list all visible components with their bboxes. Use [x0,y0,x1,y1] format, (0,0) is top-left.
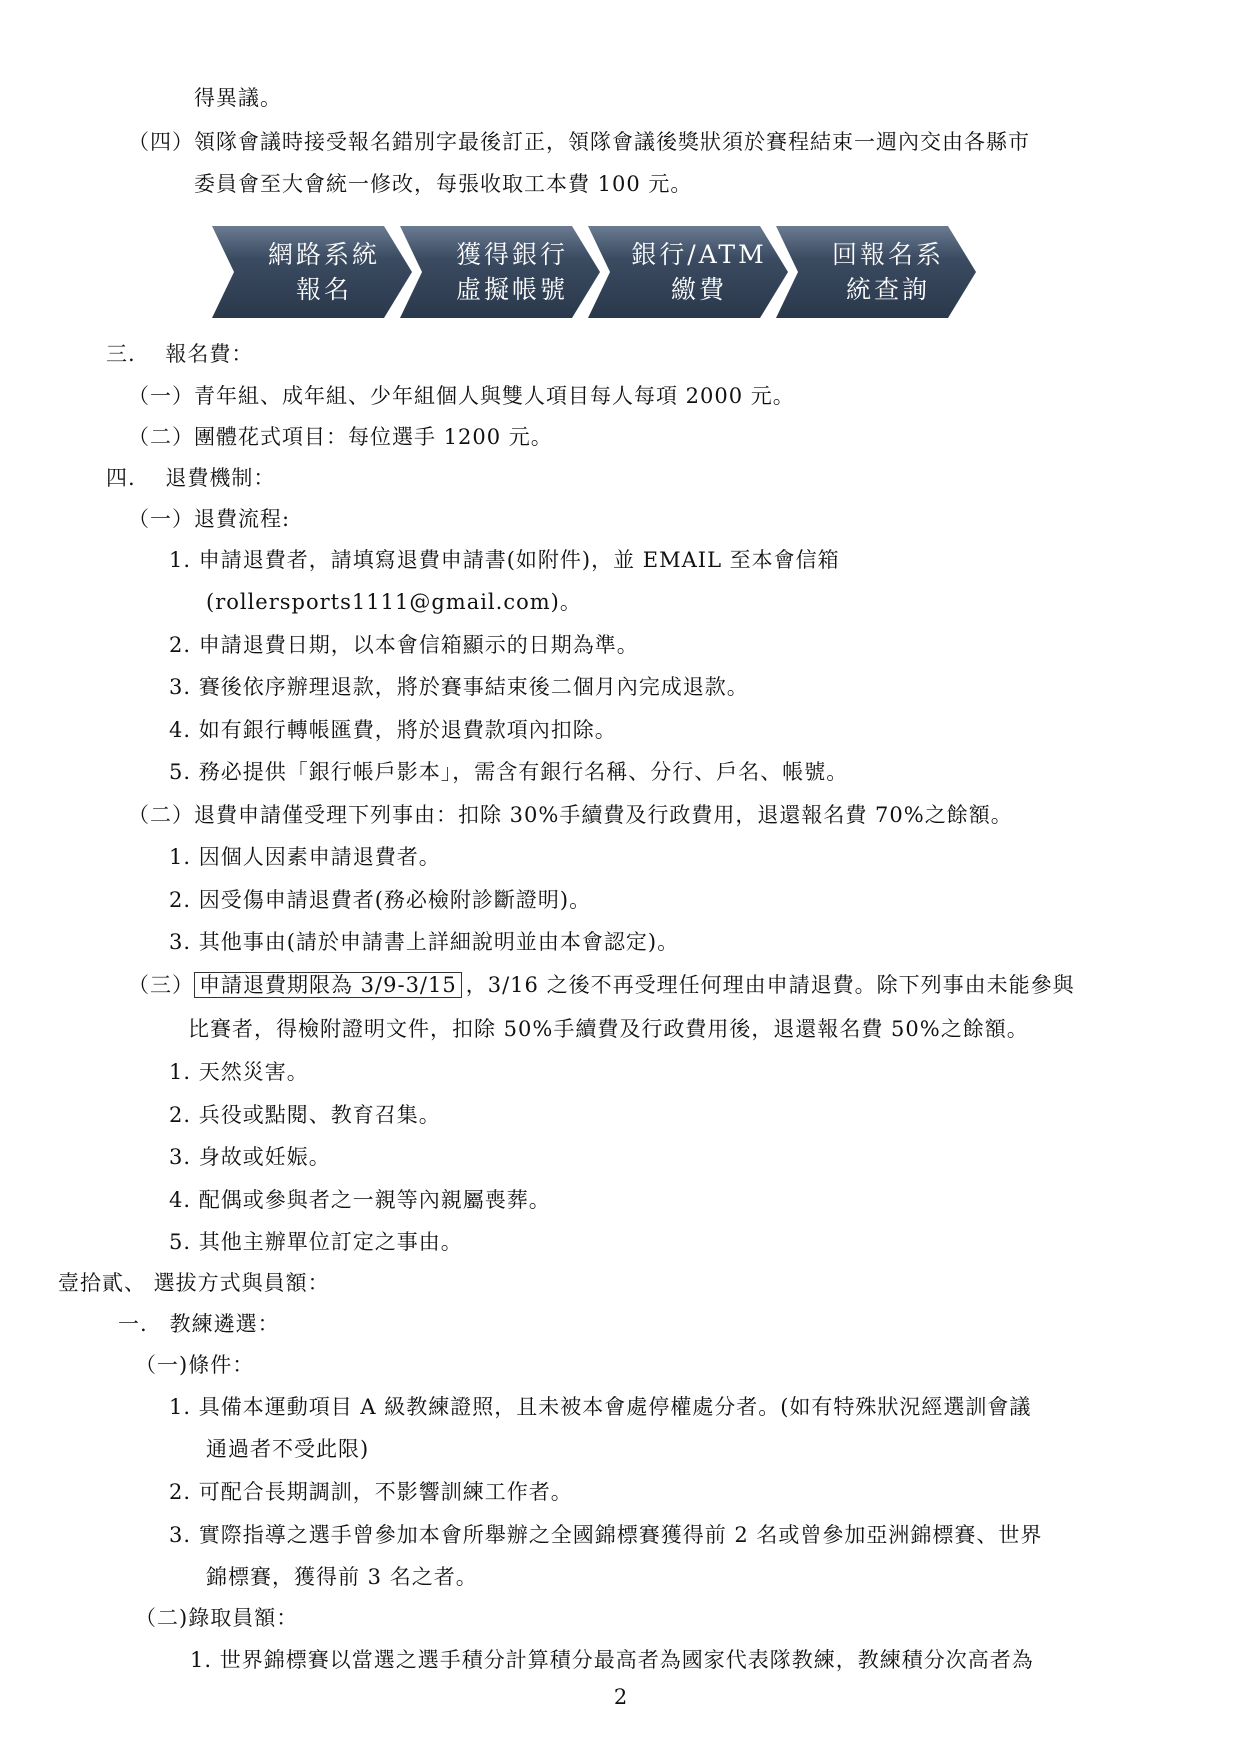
condition-item-3-cont: 錦標賽，獲得前 3 名之者。 [206,1565,478,1589]
condition-item-3: 3. 實際指導之選手曾參加本會所舉辦之全國錦標賽獲得前 2 名或曾參加亞洲錦標賽、世界 [169,1523,1043,1547]
exception-item-3: 3. 身故或妊娠。 [169,1145,331,1169]
exception-item-2: 2. 兵役或點閱、教育召集。 [169,1103,441,1127]
exception-item-4: 4. 配偶或參與者之一親等內親屬喪葬。 [169,1188,551,1212]
refund-process-item-5: 5. 務必提供「銀行帳戶影本」，需含有銀行名稱、分行、戶名、帳號。 [169,760,849,784]
process-step-1-line-2: 報名 [295,275,352,304]
process-step-1-line-1: 網路系統 [267,240,380,269]
refund-process-title: （一）退費流程: [128,507,291,531]
refund-process-item-4: 4. 如有銀行轉帳匯費，將於退費款項內扣除。 [169,718,617,742]
refund-deadline-line-2: 比賽者，得檢附證明文件，扣除 50%手續費及行政費用後，退還報名費 50%之餘額。 [188,1017,1029,1041]
process-step-4 [818,226,958,318]
exception-item-5: 5. 其他主辦單位訂定之事由。 [169,1230,463,1254]
process-step-3 [624,226,774,318]
condition-item-2: 2. 可配合長期調訓，不影響訓練工作者。 [169,1480,573,1504]
refund-deadline-line [128,971,1075,999]
section-4-heading: 四. 退費機制： [106,466,276,490]
refund-email-address: (rollersports1111@gmail.com)。 [206,590,582,614]
refund-process-item-2: 2. 申請退費日期，以本會信箱顯示的日期為準。 [169,633,639,657]
refund-reason-2: 2. 因受傷申請退費者(務必檢附診斷證明)。 [169,888,592,912]
process-step-3-line-1: 銀行/ATM [631,240,767,269]
process-step-2-line-2: 虛擬帳號 [455,275,568,304]
coach-selection-heading: 一. 教練遴選： [118,1312,280,1336]
item-4-line-1: 領隊會議時接受報名錯別字最後訂正，領隊會議後獎狀須於賽程結束一週內交由各縣市 [194,130,1030,154]
refund-deadline-marker: （三） [128,973,194,997]
conditions-title: （一)條件： [135,1353,255,1377]
condition-item-1: 1. 具備本運動項目 A 級教練證照，且未被本會處停權處分者。(如有特殊狀況經選訓會議 [169,1395,1032,1419]
process-step-4-line-2: 統查詢 [845,275,930,304]
section-12-heading: 壹拾貳、 選拔方式與員額： [58,1271,330,1295]
process-step-2 [442,226,582,318]
process-step-3-line-2: 繳費 [670,275,727,304]
page-number: 2 [613,1685,628,1709]
quota-item-1: 1. 世界錦標賽以當選之選手積分計算積分最高者為國家代表隊教練，教練積分次高者為 [190,1648,1034,1672]
refund-reasons-title: （二）退費申請僅受理下列事由：扣除 30%手續費及行政費用，退還報名費 70%之餘額。 [128,803,1013,827]
continued-text: 得異議。 [194,86,282,110]
refund-reason-1: 1. 因個人因素申請退費者。 [169,845,441,869]
item-4-marker: （四） [128,130,194,154]
exception-item-1: 1. 天然災害。 [169,1060,309,1084]
refund-deadline-box: 申請退費期限為 3/9-3/15 [194,972,462,998]
condition-item-1-cont: 通過者不受此限) [206,1437,370,1461]
quota-title: （二)錄取員額： [135,1606,299,1630]
process-step-2-line-1: 獲得銀行 [455,240,568,269]
registration-process-flow [212,226,1042,318]
refund-reason-3: 3. 其他事由(請於申請書上詳細說明並由本會認定)。 [169,930,680,954]
item-4-line-2: 委員會至大會統一修改，每張收取工本費 100 元。 [194,172,693,196]
refund-process-item-1: 1. 申請退費者，請填寫退費申請書(如附件)，並 EMAIL 至本會信箱 [169,548,840,572]
refund-process-item-3: 3. 賽後依序辦理退款，將於賽事結束後二個月內完成退款。 [169,675,749,699]
section-3-item-2: （二）團體花式項目：每位選手 1200 元。 [128,425,553,449]
process-step-1 [254,226,394,318]
section-3-item-1: （一）青年組、成年組、少年組個人與雙人項目每人每項 2000 元。 [128,384,795,408]
refund-deadline-rest: ，3/16 之後不再受理任何理由申請退費。除下列事由未能參與 [465,973,1075,997]
process-step-4-line-1: 回報名系 [831,240,944,269]
section-3-heading: 三. 報名費： [106,342,254,366]
